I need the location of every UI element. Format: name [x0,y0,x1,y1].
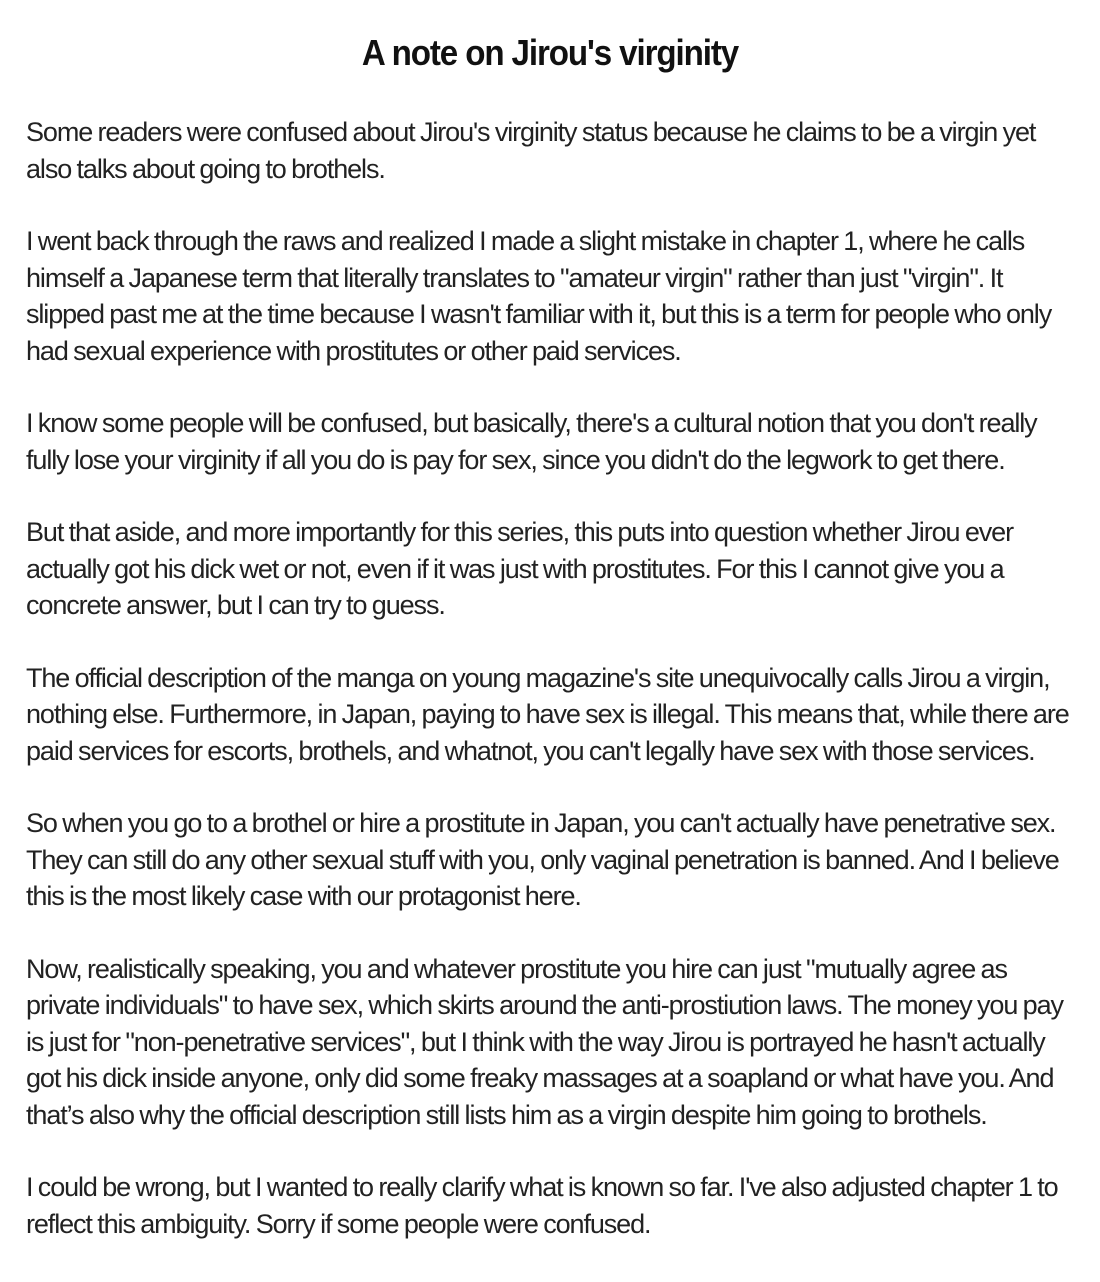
paragraph-4: But that aside, and more importantly for this series, this puts into question whether Jirou ever actually got his dick wet or not, even if it was just with prostitutes. For this I cannot give you a concrete answer, but I can try to guess. [26,517,1013,620]
paragraph-6: So when you go to a brothel or hire a prostitute in Japan, you can't actually have penetrative sex. They can still do any other sexual stuff with you, only vaginal penetration is banned. And I believe this is the most likely case with our protagonist here. [26,808,1059,911]
paragraph-3: I know some people will be confused, but basically, there's a cultural notion that you don't really fully lose your virginity if all you do is pay for sex, since you didn't do the legwork to get there. [26,408,1037,475]
paragraph-1: Some readers were confused about Jirou's virginity status because he claims to be a virgin yet also talks about going to brothels. [26,117,1036,184]
paragraph-7: Now, realistically speaking, you and whatever prostitute you hire can just "mutually agree as private individuals" to have sex, which skirts around the anti-prostiution laws. The money you pay is just for "non-penetrative services", but I think with the way Jirou is portrayed he hasn't actually got his dick inside anyone, only did some freaky massages at a soapland or what have you. And that’s also why the official description still lists him as a virgin despite him going to brothels. [26,953,1063,1130]
note-body [26,114,1074,1242]
paragraph-8: I could be wrong, but I wanted to really clarify what is known so far. I've also adjusted chapter 1 to reflect this ambiguity. Sorry if some people were confused. [26,1172,1058,1239]
page-title: A note on Jirou's virginity [361,32,739,73]
paragraph-5: The official description of the manga on young magazine's site unequivocally calls Jirou a virgin, nothing else. Furthermore, in Japan, paying to have sex is illegal. This means that, while there are paid services for escorts, brothels, and whatnot, you can't legally have sex with those services. [26,662,1069,766]
paragraph-2: I went back through the raws and realized I made a slight mistake in chapter 1, where he calls himself a Japanese term that literally translates to "amateur virgin" rather than just "virgin". It slipped past me at the time because I wasn't familiar with it, but this is a term for people who only had sexual experience with prostitutes or other paid services. [26,226,1052,366]
